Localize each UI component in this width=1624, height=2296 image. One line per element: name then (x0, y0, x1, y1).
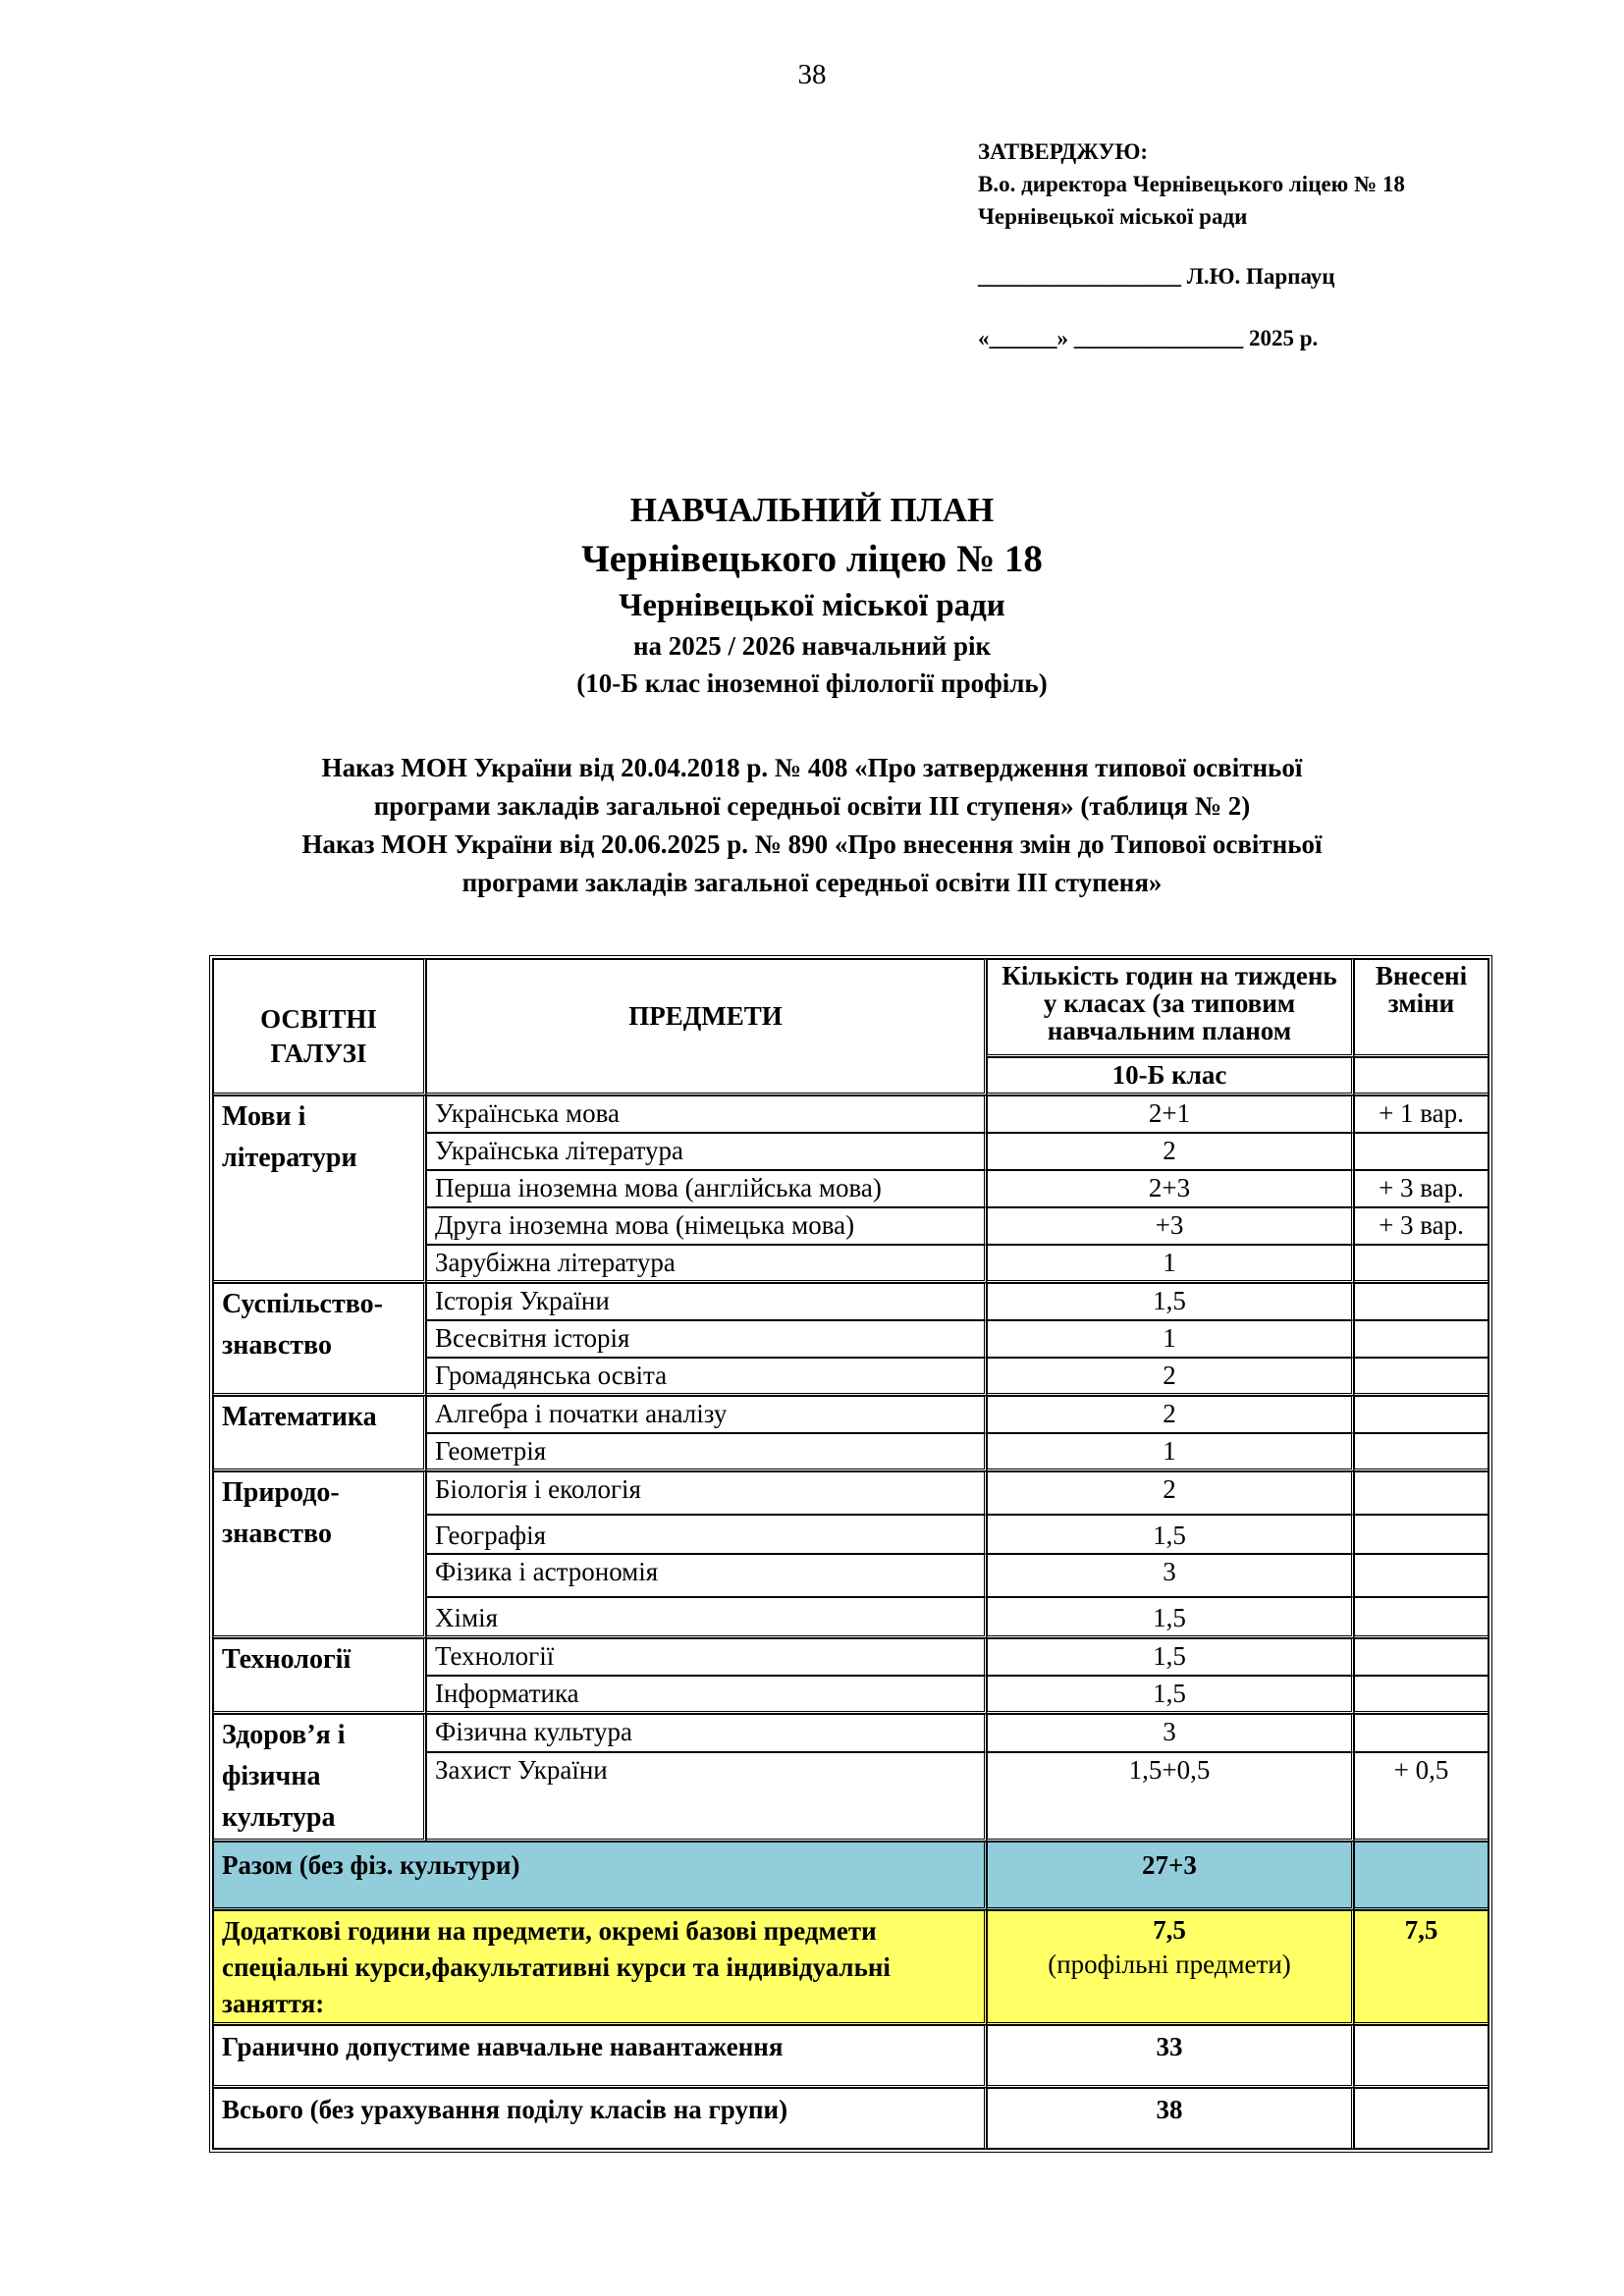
subject-cell: Громадянська освіта (426, 1358, 987, 1396)
limit-row (213, 2025, 1489, 2088)
order-references (0, 749, 1624, 902)
extra-hours: 7,5 (1153, 1915, 1186, 1945)
subject-cell: Українська література (426, 1133, 987, 1170)
area-mathematics: Математика (213, 1396, 426, 1471)
table-row (213, 1471, 1489, 1515)
total-change (1354, 1842, 1489, 1910)
all-label: Всього (без урахування поділу класів на групи) (213, 2088, 987, 2149)
hours-cell: 1,5 (987, 1597, 1354, 1638)
hours-cell: 1,5 (987, 1515, 1354, 1554)
header-class-changes-empty (1354, 1057, 1489, 1095)
hours-cell: 1,5 (987, 1283, 1354, 1320)
change-cell (1354, 1554, 1489, 1597)
area-languages: Мови і літератури (213, 1095, 426, 1283)
approval-heading: ЗАТВЕРДЖУЮ: (978, 139, 1149, 164)
change-cell (1354, 1320, 1489, 1358)
hours-cell: +3 (987, 1207, 1354, 1245)
change-cell: + 1 вар. (1354, 1095, 1489, 1133)
area-technologies: Технології (213, 1638, 426, 1714)
hours-cell: 2+1 (987, 1095, 1354, 1133)
extra-change: 7,5 (1354, 1910, 1489, 2025)
approval-block (978, 135, 1405, 354)
subject-cell: Геометрія (426, 1433, 987, 1471)
hours-cell: 2 (987, 1471, 1354, 1515)
hours-cell: 1 (987, 1320, 1354, 1358)
hours-cell: 2 (987, 1133, 1354, 1170)
subject-cell: Географія (426, 1515, 987, 1554)
approval-position-line2: Чернівецької міської ради (978, 204, 1248, 229)
table-row (213, 1714, 1489, 1752)
extra-hours-row (213, 1910, 1489, 2025)
approval-position-line1: В.о. директора Чернівецького ліцею № 18 (978, 172, 1405, 196)
extra-hours-note: (профільні предмети) (1048, 1949, 1291, 1979)
subject-cell: Історія України (426, 1283, 987, 1320)
table-row (213, 1283, 1489, 1320)
change-cell (1354, 1396, 1489, 1433)
change-cell (1354, 1245, 1489, 1283)
change-cell (1354, 1597, 1489, 1638)
subject-cell: Інформатика (426, 1676, 987, 1714)
limit-label: Гранично допустиме навчальне навантаження (213, 2025, 987, 2088)
page-number: 38 (797, 59, 827, 90)
header-changes: Внесені зміни (1354, 959, 1489, 1057)
change-cell (1354, 1471, 1489, 1515)
area-natural-sciences: Природо-знавство (213, 1471, 426, 1638)
hours-cell: 1,5 (987, 1638, 1354, 1676)
subject-cell: Фізична культура (426, 1714, 987, 1752)
subject-cell: Всесвітня історія (426, 1320, 987, 1358)
subject-cell: Технології (426, 1638, 987, 1676)
change-cell (1354, 1283, 1489, 1320)
header-hours: Кількість годин на тиждень у класах (за типовим навчальним планом (987, 959, 1354, 1057)
change-cell: + 3 вар. (1354, 1207, 1489, 1245)
hours-cell: 1 (987, 1245, 1354, 1283)
extra-hours-cell (987, 1910, 1354, 2025)
hours-cell: 1,5+0,5 (987, 1752, 1354, 1842)
title-line1: НАВЧАЛЬНИЙ ПЛАН (629, 491, 995, 529)
hours-cell: 3 (987, 1714, 1354, 1752)
change-cell (1354, 1433, 1489, 1471)
approval-date-line: «______» _______________ 2025 р. (978, 326, 1319, 350)
order-line4: програми закладів загальної середньої освіти ІІІ ступеня» (461, 868, 1163, 897)
table-header-row (213, 959, 1489, 1057)
subject-cell: Алгебра і початки аналізу (426, 1396, 987, 1433)
order-line3: Наказ МОН України від 20.06.2025 р. № 890 «Про внесення змін до Типової освітньої (301, 829, 1323, 859)
approval-signature-line: __________________ Л.Ю. Парпауц (978, 264, 1335, 289)
change-cell (1354, 1676, 1489, 1714)
hours-cell: 2 (987, 1396, 1354, 1433)
order-line2: програми закладів загальної середньої освіти ІІІ ступеня» (таблиця № 2) (373, 791, 1251, 821)
limit-change (1354, 2025, 1489, 2088)
total-hours: 27+3 (987, 1842, 1354, 1910)
hours-cell: 3 (987, 1554, 1354, 1597)
subject-cell: Хімія (426, 1597, 987, 1638)
hours-cell: 2+3 (987, 1170, 1354, 1207)
subject-cell: Перша іноземна мова (англійська мова) (426, 1170, 987, 1207)
title-line5: (10-Б клас іноземної філології профіль) (576, 668, 1048, 698)
area-social-studies: Суспільство-знавство (213, 1283, 426, 1396)
extra-label: Додаткові години на предмети, окремі базові предмети спеціальні курси,факультативні курси та індивідуальні заняття: (213, 1910, 987, 2025)
hours-cell: 1,5 (987, 1676, 1354, 1714)
change-cell (1354, 1638, 1489, 1676)
all-hours: 38 (987, 2088, 1354, 2149)
title-line3: Чернівецької міської ради (619, 588, 1005, 623)
header-subjects: ПРЕДМЕТИ (426, 959, 987, 1095)
table-row (213, 1396, 1489, 1433)
change-cell (1354, 1358, 1489, 1396)
hours-cell: 1 (987, 1433, 1354, 1471)
area-health-pe: Здоров’я і фізична культура (213, 1714, 426, 1842)
table-row (213, 1638, 1489, 1676)
change-cell: + 3 вар. (1354, 1170, 1489, 1207)
subject-cell: Захист України (426, 1752, 987, 1842)
subject-cell: Зарубіжна література (426, 1245, 987, 1283)
change-cell: + 0,5 (1354, 1752, 1489, 1842)
title-line4: на 2025 / 2026 навчальний рік (632, 631, 992, 661)
table-row (213, 1095, 1489, 1133)
subject-cell: Українська мова (426, 1095, 987, 1133)
hours-cell: 2 (987, 1358, 1354, 1396)
title-line2: Чернівецького ліцею № 18 (581, 538, 1043, 580)
order-line1: Наказ МОН України від 20.04.2018 р. № 408 «Про затвердження типової освітньої (321, 753, 1303, 782)
header-areas: ОСВІТНІ ГАЛУЗІ (213, 959, 426, 1095)
subject-cell: Біологія і екологія (426, 1471, 987, 1515)
change-cell (1354, 1714, 1489, 1752)
total-label: Разом (без фіз. культури) (213, 1842, 987, 1910)
all-change (1354, 2088, 1489, 2149)
change-cell (1354, 1515, 1489, 1554)
curriculum-table (209, 955, 1492, 2153)
subject-cell: Друга іноземна мова (німецька мова) (426, 1207, 987, 1245)
document-title (0, 486, 1624, 702)
limit-hours: 33 (987, 2025, 1354, 2088)
subject-cell: Фізика і астрономія (426, 1554, 987, 1597)
header-class: 10-Б клас (987, 1057, 1354, 1095)
change-cell (1354, 1133, 1489, 1170)
all-total-row (213, 2088, 1489, 2149)
total-row (213, 1842, 1489, 1910)
